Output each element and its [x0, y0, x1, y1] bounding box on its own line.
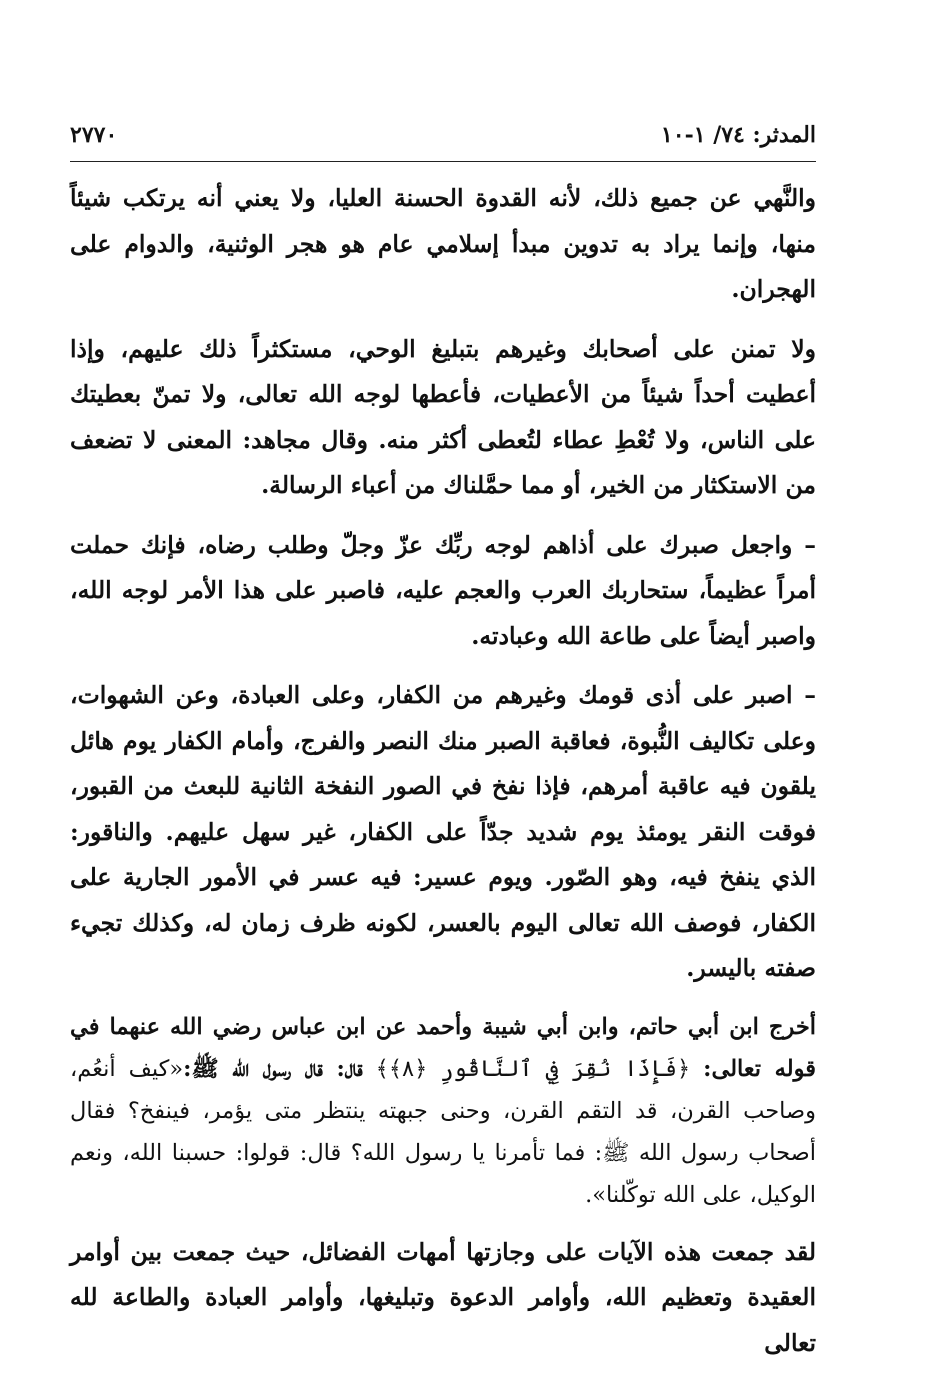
quran-verse: ﴿فَإِذَا نُقِرَ فِي ٱلنَّاقُورِ ﴿٨﴾﴾ [375, 1055, 691, 1082]
page-number: ٢٧٧٠ [70, 122, 118, 148]
page-content [70, 115, 816, 1380]
hadith-lead-2: قال: قال رسول الله ﷺ: [183, 1055, 363, 1082]
paragraph-2: ولا تمنن على أصحابك وغيرهم بتبليغ الوحي، مستكثراً ذلك عليهم، وإذا أعطيت أحداً شيئاً من الأعطيات، فأعطها لوجه الله تعالى، ولا تمنّ بعطيتك على الناس، ولا تُعْطِ عطاء لتُعطى أكثر منه. وقال مجاهد: المعنى لا تضعف من الاستكثار من الخير، أو مما حمَّلناك من أعباء الرسالة. [70, 334, 816, 499]
paragraph-4: – اصبر على أذى قومك وغيرهم من الكفار، وعلى العبادة، وعن الشهوات، وعلى تكاليف النُّبوة، فعاقبة الصبر منك النصر والفرج، وأمام الكفار يوم هائل يلقون فيه عاقبة أمرهم، فإذا نفخ في الصور النفخة الثانية للبعث من القبور، فوقت النقر يومئذ يوم شديد جدّاً على الكفار، غير سهل عليهم. والناقور: الذي ينفخ فيه، وهو الصّور. ويوم عسير: فيه عسر في الأمور الجارية على الكفار، فوصف الله تعالى اليوم بالعسر، لكونه ظرف زمان له، وكذلك تجيء صفته باليسر. [70, 681, 816, 982]
running-header [70, 115, 816, 161]
paragraph-3: – واجعل صبرك على أذاهم لوجه ربِّك عزّ وجلّ وطلب رضاه، فإنك حملت أمراً عظيماً، ستحاربك العرب والعجم عليه، فاصبر على هذا الأمر لوجه الله، واصبر أيضاً على طاعة الله وعبادته. [70, 530, 816, 650]
hadith-paragraph [70, 1006, 816, 1216]
hadith-text: «كيف أنعُم، وصاحب القرن، قد التقم القرن، وحنى جبهته ينتظر متى يؤمر، فينفخ؟ فقال أصحاب رسول الله ﷺ: فما تأمرنا يا رسول الله؟ قال: قولوا: حسبنا الله، ونعم الوكيل، على الله توكّلنا». [70, 1055, 816, 1208]
header-rule [70, 161, 816, 162]
paragraph-1: والنَّهي عن جميع ذلك، لأنه القدوة الحسنة العليا، ولا يعني أنه يرتكب شيئاً منها، وإنما يراد به تدوين مبدأ إسلامي عام هو هجر الوثنية، والدوام على الهجران. [70, 184, 816, 303]
hadith-lead: أخرج ابن أبي حاتم، وابن أبي شيبة وأحمد عن ابن عباس رضي الله عنهما في قوله تعالى: [70, 1013, 816, 1082]
surah-reference: المدثر: ٧٤/ ١-١٠ [660, 122, 816, 148]
paragraph-6: لقد جمعت هذه الآيات على وجازتها أمهات الفضائل، حيث جمعت بين أوامر العقيدة وتعظيم الله، وأوامر الدعوة وتبليغها، وأوامر العبادة والطاعة لله تعالى [70, 1237, 816, 1357]
